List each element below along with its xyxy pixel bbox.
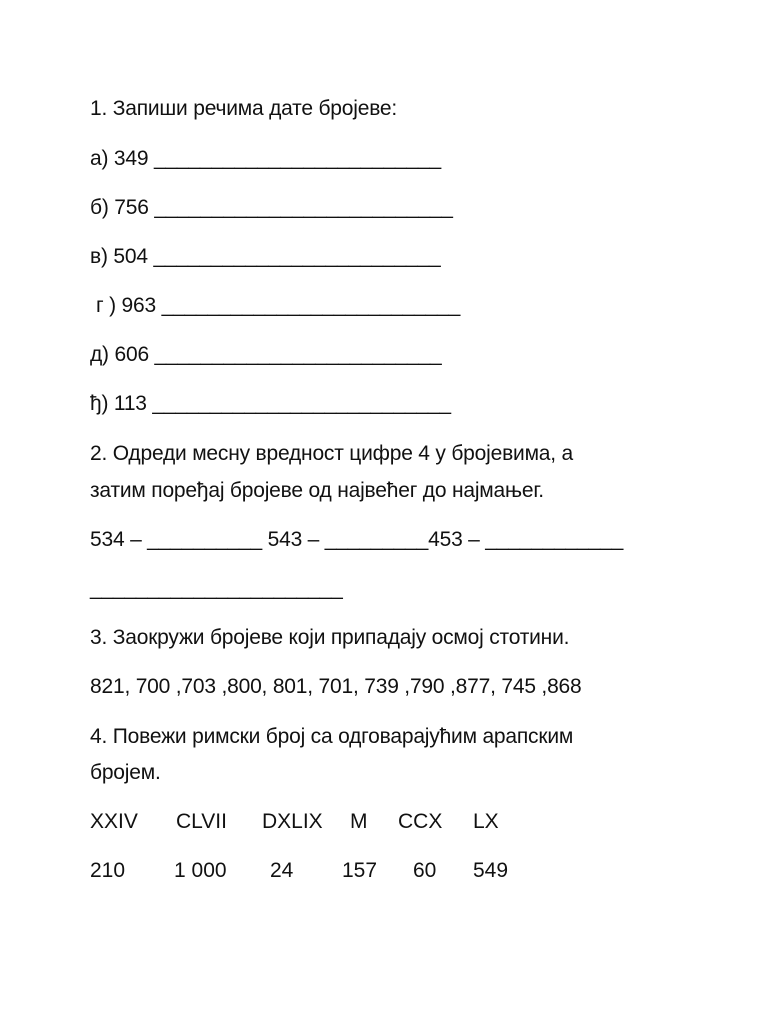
roman-numeral: CLVII (176, 810, 227, 833)
task3-numbers: 821, 700 ,703 ,800, 801, 701, 739 ,790 ,877, 745 ,868 (90, 675, 582, 698)
roman-numeral: M (350, 810, 368, 833)
arabic-numbers-row (0, 858, 768, 884)
task1-item-dj: ђ) 113 __________________________ (90, 392, 451, 415)
task1-item-d: д) 606 _________________________ (90, 343, 442, 366)
task1-item-a: а) 349 _________________________ (90, 147, 441, 170)
task2-answers-line: 534 – __________ 543 – _________453 – ____________ (90, 528, 624, 551)
roman-numeral: CCX (398, 810, 443, 833)
task2-blank-line: ______________________ (90, 577, 343, 600)
roman-numeral: LX (473, 810, 499, 833)
task2-heading-line2: затим поређај бројеве од највећег до најмањег. (90, 479, 544, 502)
task1-heading: 1. Запиши речима дате бројеве: (90, 97, 398, 120)
roman-numeral: DXLIX (262, 810, 323, 833)
arabic-number: 210 (90, 859, 126, 882)
task2-heading-line1: 2. Одреди месну вредност цифре 4 у бројевима, а (90, 442, 574, 465)
arabic-number: 60 (413, 859, 437, 882)
task1-item-v: в) 504 _________________________ (90, 245, 441, 268)
task4-heading-line1: 4. Повежи римски број са одговарајућим арапским (90, 725, 574, 748)
roman-numerals-row (0, 809, 768, 835)
task4-heading-line2: бројем. (90, 761, 161, 784)
roman-numeral: XXIV (90, 810, 138, 833)
arabic-number: 1 000 (174, 859, 227, 882)
task1-item-g: г ) 963 __________________________ (96, 294, 461, 317)
arabic-number: 157 (342, 859, 378, 882)
task3-heading: 3. Заокружи бројеве који припадају осмој стотини. (90, 626, 570, 649)
task1-item-b: б) 756 __________________________ (90, 196, 453, 219)
arabic-number: 24 (270, 859, 294, 882)
arabic-number: 549 (473, 859, 509, 882)
